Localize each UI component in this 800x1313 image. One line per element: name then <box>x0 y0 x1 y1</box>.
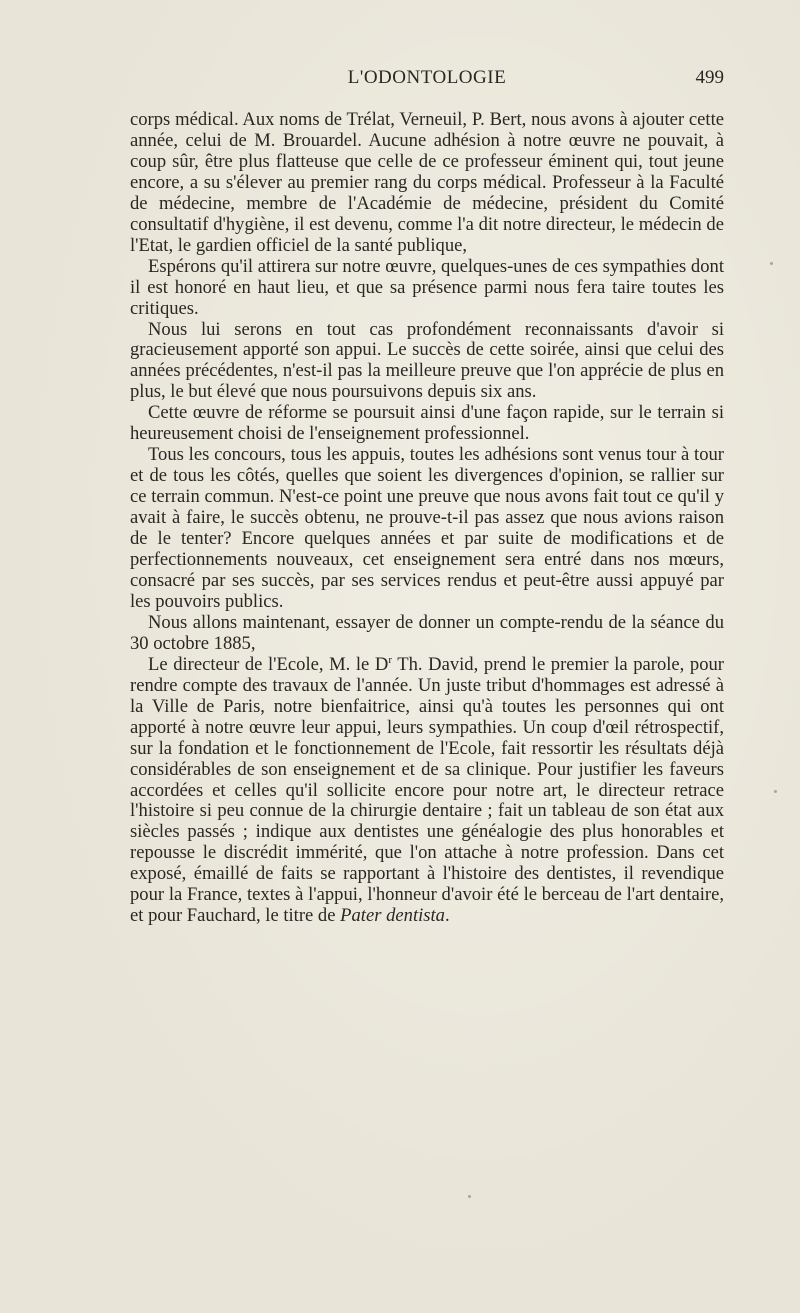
page-header <box>130 64 724 92</box>
speck-mark <box>770 262 773 265</box>
paragraph-6: Nous allons maintenant, essayer de donner un compte-rendu de la séance du 30 octobre 1885, <box>130 611 724 654</box>
speck-mark <box>774 790 777 793</box>
paragraph-7-end: . <box>444 905 450 927</box>
speck-mark <box>468 1195 471 1198</box>
paragraph-1: corps médical. Aux noms de Trélat, Verneuil, P. Bert, nous avons à ajouter cette année, celui de M. Brouardel. Aucune adhésion à notre œuvre ne pouvait, à coup sûr, être plus flatteuse que celle de ce professeur éminent qui, tout jeune encore, a su s'élever au premier rang du corps médical. Professeur à la Faculté de médecine, membre de l'Académie de médecine, président du Comité consultatif d'hygiène, il est devenu, comme l'a dit notre directeur, le médecin de l'Etat, le gardien officiel de la santé publique, <box>130 109 724 256</box>
paragraph-3: Nous lui serons en tout cas profondément reconnaissants d'avoir si gracieusement apporté son appui. Le succès de cette soirée, ainsi que celui des années précédentes, n'est-il pas la meilleure preuve que l'on apprécie de plus en plus, le but élevé que nous poursuivons depuis six ans. <box>130 318 724 403</box>
running-head: L'ODONTOLOGIE <box>347 67 507 88</box>
paragraph-2: Espérons qu'il attirera sur notre œuvre, quelques-unes de ces sympathies dont il est honoré en haut lieu, et que sa présence parmi nous fera taire toutes les critiques. <box>130 255 724 319</box>
page-number: 499 <box>695 67 724 88</box>
body-text <box>130 110 724 927</box>
paragraph-7 <box>130 655 724 927</box>
superscript-r: r <box>388 653 392 666</box>
paragraph-4: Cette œuvre de réforme se poursuit ainsi d'une façon rapide, sur le terrain si heureusement choisi de l'enseignement professionnel. <box>130 402 724 445</box>
paragraph-7-start: Le directeur de l'Ecole, M. le D <box>148 653 389 675</box>
paragraph-5: Tous les concours, tous les appuis, toutes les adhésions sont venus tour à tour et de tous les côtés, quelles que soient les divergences d'opinion, se rallier sur ce terrain commun. N'est-ce point une preuve que nous avons fait tout ce qu'il y avait à faire, le succès obtenu, ne prouve-t-il pas assez que nous avions raison de le tenter? Encore quelques années et par suite de modifications et de perfectionnements nouveaux, cet enseignement sera entré dans nos mœurs, consacré par ses succès, par ses services rendus et peut-être aussi appuyé par les pouvoirs publics. <box>130 444 724 612</box>
paragraph-7-body: Th. David, prend le premier la parole, pour rendre compte des travaux de l'année. Un juste tribut d'hommages est adressé à la Ville de Paris, notre bienfaitrice, ainsi qu'à toutes les personnes qui ont apporté à notre œuvre leur appui, leurs sympathies. Un coup d'œil rétrospectif, sur la fondation et le fonctionnement de l'Ecole, fait ressortir les résultats déjà considérables de son enseignement et de sa clinique. Pour justifier les faveurs accordées et celles qu'il sollicite encore pour notre art, le directeur retrace l'histoire si peu connue de la chirurgie dentaire ; fait un tableau de son état aux siècles passés ; indique aux dentistes une généalogie des plus honorables et repousse le discrédit immérité, que l'on attache à notre profession. Dans cet exposé, émaillé de faits se rapportant à l'histoire des dentistes, il revendique pour la France, textes à l'appui, l'honneur d'avoir été le berceau de l'art dentaire, et pour Fauchard, le titre de <box>130 653 724 927</box>
italic-pater-dentista: Pater dentista <box>340 905 445 927</box>
